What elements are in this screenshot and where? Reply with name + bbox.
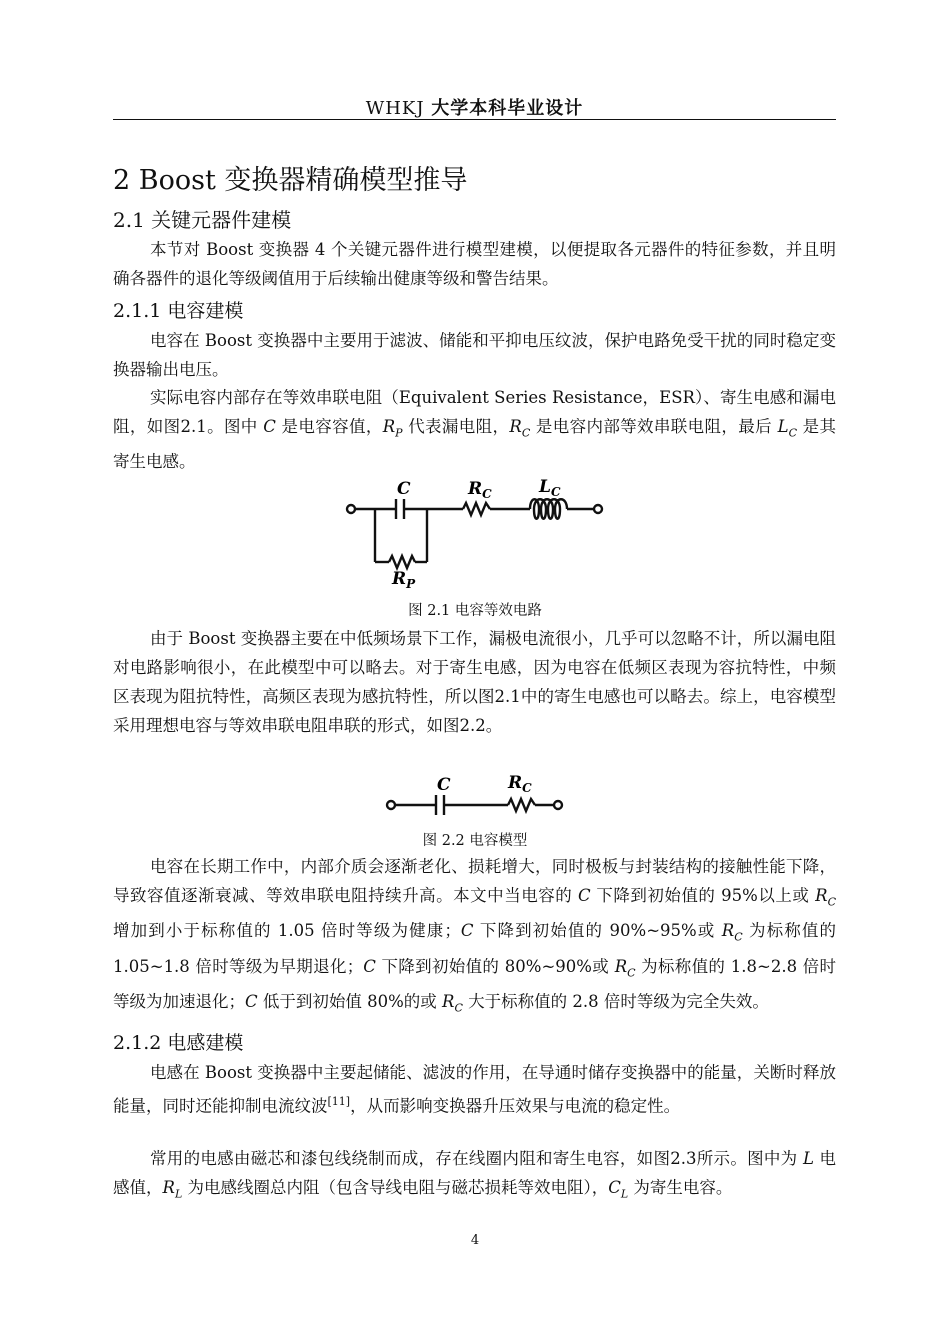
figure-2-1-caption: 图 2.1 电容等效电路 xyxy=(408,603,542,619)
section-2-1-1-title: 2.1.1 电容建模 xyxy=(113,300,244,322)
capacitor-paragraph-3: 由于 Boost 变换器主要在中低频场景下工作，漏极电流很小，几乎可以忽略不计，所以漏电阻对电路影响很小，在此模型中可以略去。对于寄生电感，因为电容在低频区表现为容抗特性，中频区表现为阻抗特性，高频区表现为感抗特性，所以图2.1中的寄生电感也可以略去。综上，电容模型采用理想电容与等效串联电阻串联的形式，如图2.2。 xyxy=(113,629,836,735)
capacitor-paragraph-2: 实际电容内部存在等效串联电阻（Equivalent Series Resistance，ESR）、寄生电感和漏电阻，如图2.1。图中 C 是电容容值，$R_P$ 代表漏电阻，$R_C$ 是电容内部等效串联电阻，最后 $L_C$ 是其寄生电感。 xyxy=(113,388,836,472)
header-right: 大学本科毕业设计 xyxy=(431,98,584,119)
section-2-1-2-title: 2.1.2 电感建模 xyxy=(113,1032,244,1054)
section-2-1-title: 2.1 关键元器件建模 xyxy=(113,208,292,232)
figure-2-2-caption: 图 2.2 电容模型 xyxy=(422,833,528,849)
section-2-1-paragraph: 本节对 Boost 变换器 4 个关键元器件进行模型建模，以便提取各元器件的特征参数，并且明确各器件的退化等级阈值用于后续输出健康等级和警告结果。 xyxy=(113,240,836,288)
capacitor-model xyxy=(380,770,570,820)
fig1-label-lc: $L_C$ xyxy=(539,477,561,499)
fig1-label-c: C xyxy=(397,479,411,499)
capacitor-paragraph-1: 电容在 Boost 变换器中主要用于滤波、储能和平抑电压纹波，保护电路免受干扰的同时稳定变换器输出电压。 xyxy=(113,331,836,379)
fig2-label-rc: $R_C$ xyxy=(508,773,532,795)
fig1-label-rp: $R_P$ xyxy=(392,569,416,591)
inductor-paragraph-2: 常用的电感由磁芯和漆包线绕制而成，存在线圈内阻和寄生电容，如图2.3所示。图中为 L 电感值，$R_L$ 为电感线圈总内阻（包含导线电阻与磁芯损耗等效电阻），$C_L$ 为寄生电容。 xyxy=(113,1149,836,1201)
capacitor-paragraph-4: 电容在长期工作中，内部介质会逐渐老化、损耗增大，同时极板与封装结构的接触性能下降，导致容值逐渐衰减、等效串联电阻持续升高。本文中当电容的 C 下降到初始值的 95%以上或 $R_C$ 增加到小于标称值的 1.05 倍时等级为健康；C 下降到初始值的 90%~95%或 $R_C$ 为标称值的 1.05~1.8 倍时等级为早期退化；C 下降到初始值的 80%~90%或 $R_C$ 为标称值的 1.8~2.8 倍时等级为加速退化；C 低于到初始值 80%的或 $R_C$ 大于标称值的 2.8 倍时等级为完全失效。 xyxy=(113,857,836,1015)
page-number: 4 xyxy=(470,1233,480,1248)
header-rule xyxy=(113,119,836,120)
fig1-label-rc: $R_C$ xyxy=(468,479,492,501)
header-left: WHKJ xyxy=(365,98,425,119)
capacitor-equivalent-circuit xyxy=(340,472,610,596)
fig2-label-c: C xyxy=(437,775,451,795)
inductor-paragraph-1: 电感在 Boost 变换器中主要起储能、滤波的作用，在导通时储存变换器中的能量，关断时释放能量，同时还能抑制电流纹波[11]，从而影响变换器升压效果与电流的稳定性。 xyxy=(113,1063,836,1116)
chapter-title: 2 Boost 变换器精确模型推导 xyxy=(113,165,468,196)
running-header xyxy=(113,94,836,120)
